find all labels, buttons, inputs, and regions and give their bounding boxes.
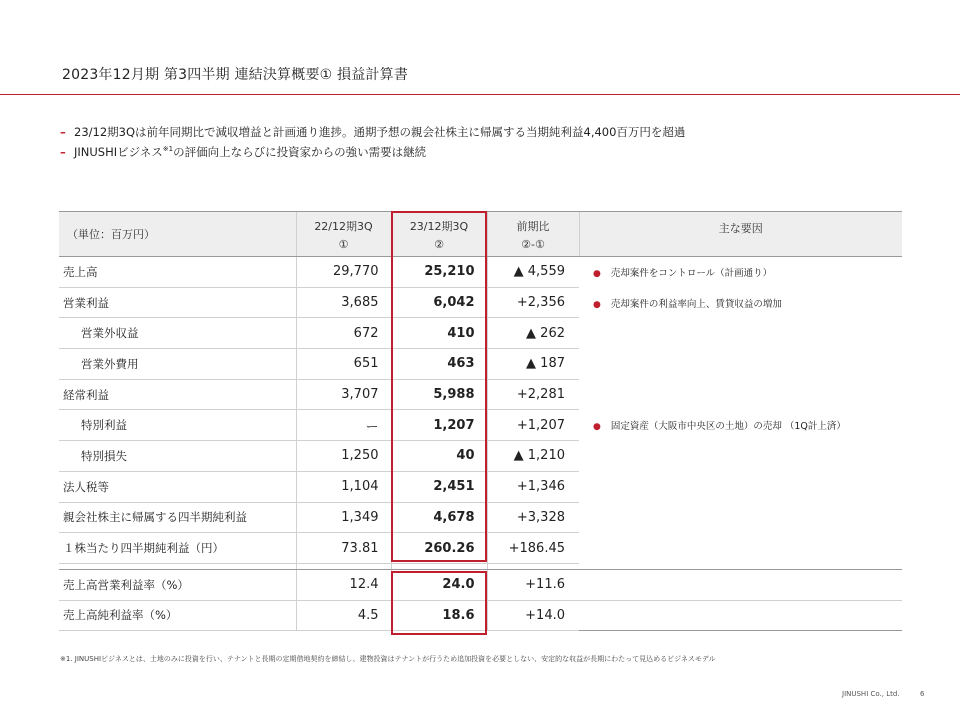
table-row [59,349,902,380]
unit-header: （単位：百万円） [59,212,296,257]
value-current: 2,451 [391,471,487,502]
bullet-text: 23/12期3Qは前年同期比で減収増益と計画通り進捗。通期予想の親会社株主に帰属する当期純利益4,400百万円を超過 [74,125,686,139]
value-diff: +3,328 [487,502,579,533]
row-label: １株当たり四半期純利益（円） [59,533,296,564]
page-title: 2023年12月期 第3四半期 連結決算概要① 損益計算書 [62,67,409,83]
factor-cell [579,349,902,380]
bullet-text: JINUSHIビジネス$^{※1}$の評価向上ならびに投資家からの強い需要は継続 [74,145,427,159]
value-prev: 3,707 [296,379,391,410]
column-header-diff: 前期比 ②-① [487,212,579,257]
footer-company: JINUSHI Co., Ltd. [842,690,900,698]
value-prev: 1,349 [296,502,391,533]
value-diff: +2,281 [487,379,579,410]
value-prev: 672 [296,318,391,349]
value-current: 6,042 [391,287,487,318]
value-prev: 29,770 [296,257,391,288]
bullet-dash-icon: – [60,125,66,139]
footnote-ref: ※1 [162,145,174,154]
column-header-prev: 22/12期3Q ① [296,212,391,257]
row-label: 法人税等 [59,471,296,502]
value-current: 40 [391,441,487,472]
factor-cell [579,600,902,631]
table-row [59,287,902,318]
title-divider [0,94,960,95]
table-row [59,533,902,564]
value-prev: 73.81 [296,533,391,564]
bullet-dash-icon: – [60,145,66,159]
factor-cell [579,569,902,600]
column-header-factor: 主な要因 [579,212,902,257]
value-diff: ▲ 4,559 [487,257,579,288]
value-diff: +1,207 [487,410,579,441]
value-current: 1,207 [391,410,487,441]
value-diff: +1,346 [487,471,579,502]
value-prev: 4.5 [296,600,391,631]
bullet-dot-icon: ● [593,269,601,280]
row-label: 特別利益 [59,410,296,441]
value-diff: ▲ 262 [487,318,579,349]
factor-cell [579,533,902,564]
row-label: 親会社株主に帰属する四半期純利益 [59,502,296,533]
value-current: 5,988 [391,379,487,410]
table-row [59,441,902,472]
row-label: 営業外収益 [59,318,296,349]
bullet-dot-icon: ● [593,299,601,310]
row-label: 営業外費用 [59,349,296,380]
page-number: 6 [920,690,925,698]
bullet-item [60,142,685,162]
factor-cell: ● 売却案件の利益率向上、賃貸収益の増加 [593,298,782,310]
factor-cell [579,379,902,410]
value-diff: +14.0 [487,600,579,631]
factor-cell [579,441,902,472]
bullet-dot-icon: ● [593,422,601,433]
value-current: 463 [391,349,487,380]
factor-cell [579,471,902,502]
table-row [59,318,902,349]
summary-bullets [60,122,685,162]
value-current: 410 [391,318,487,349]
factor-cell [579,318,902,349]
value-diff: ▲ 187 [487,349,579,380]
value-diff: +2,356 [487,287,579,318]
value-current: 4,678 [391,502,487,533]
value-prev: 651 [296,349,391,380]
table-row [59,379,902,410]
footnote: ※1. JINUSHIビジネスとは、土地のみに投資を行い、テナントと長期の定期借地契約を締結し、建物投資はテナントが行うため追加投資を必要としない、安定的な収益が長期にわたって見込めるビジネスモデル [60,655,716,663]
value-prev: 3,685 [296,287,391,318]
value-current: 25,210 [391,257,487,288]
value-diff: +186.45 [487,533,579,564]
table-row [59,600,902,631]
row-label: 売上高営業利益率（%） [59,569,296,600]
factor-cell: ● 固定資産（大阪市中央区の土地）の売却 （1Q計上済） [593,421,846,433]
table-row [59,569,902,600]
value-prev: 12.4 [296,569,391,600]
value-diff: ▲ 1,210 [487,441,579,472]
table-row [59,257,902,288]
income-statement-table [59,211,902,631]
value-prev: 1,250 [296,441,391,472]
row-label: 売上高 [59,257,296,288]
value-diff: +11.6 [487,569,579,600]
column-header-current: 23/12期3Q ② [391,212,487,257]
value-prev: ー [296,410,391,441]
row-label: 経常利益 [59,379,296,410]
value-prev: 1,104 [296,471,391,502]
row-label: 営業利益 [59,287,296,318]
value-current: 260.26 [391,533,487,564]
table-row [59,471,902,502]
table-row [59,410,902,441]
factor-cell [579,502,902,533]
value-current: 24.0 [391,569,487,600]
bullet-item [60,122,685,142]
value-current: 18.6 [391,600,487,631]
row-label: 特別損失 [59,441,296,472]
row-label: 売上高純利益率（%） [59,600,296,631]
table-row [59,502,902,533]
factor-cell: ● 売却案件をコントロール（計画通り） [593,268,773,280]
